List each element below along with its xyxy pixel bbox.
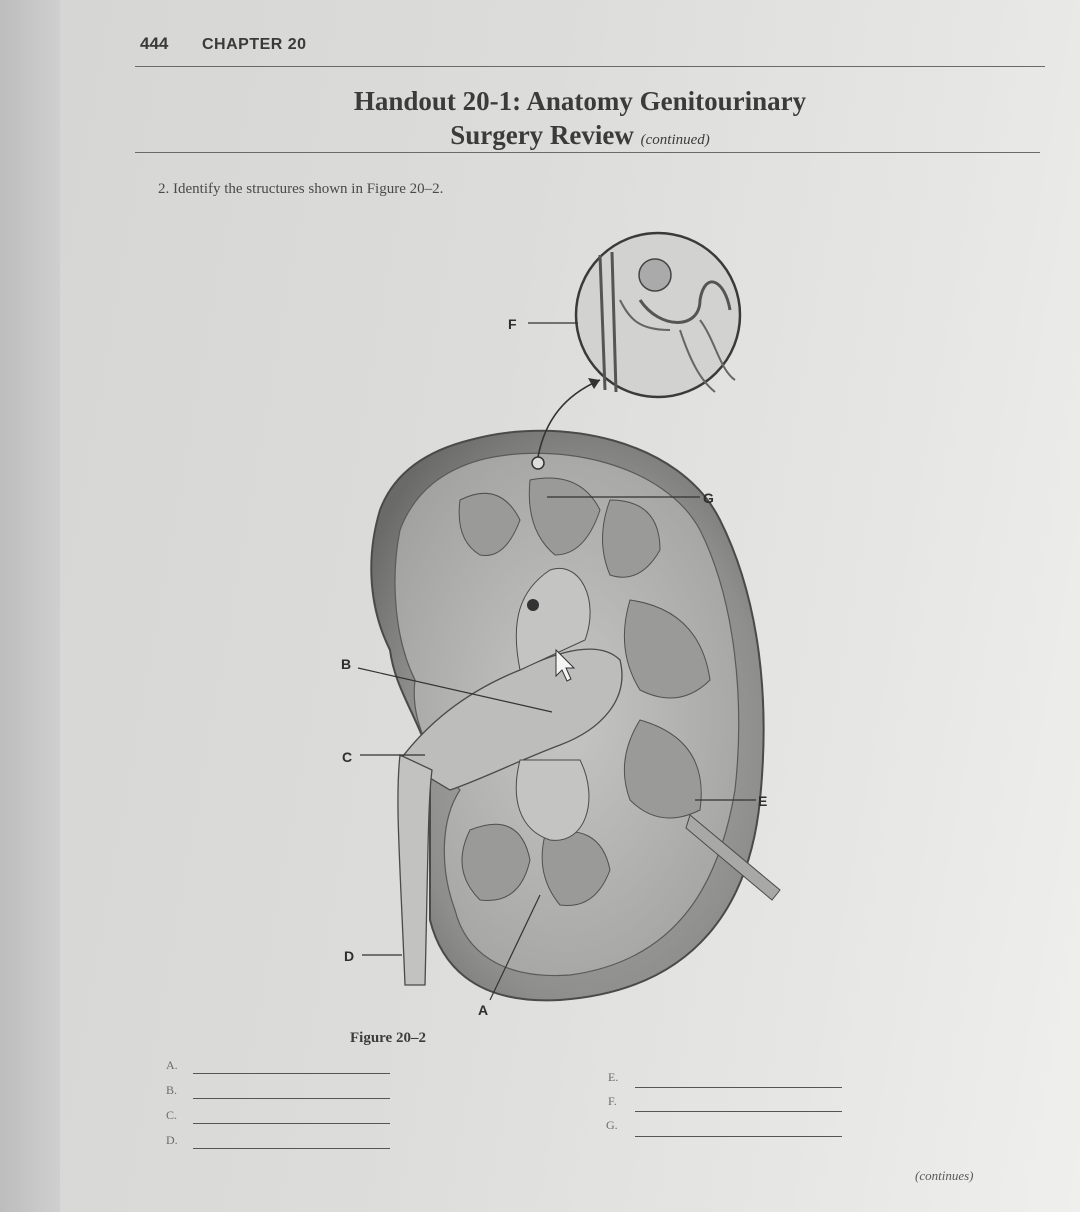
answer-blank-b[interactable] bbox=[193, 1098, 390, 1099]
label-c: C bbox=[342, 749, 353, 765]
answer-blank-c[interactable] bbox=[193, 1123, 390, 1124]
answer-label-d: D. bbox=[166, 1133, 178, 1147]
title-line-1: Handout 20-1: Anatomy Genitourinary bbox=[353, 86, 807, 116]
answer-blank-d[interactable] bbox=[193, 1148, 390, 1149]
label-e: E bbox=[758, 793, 768, 809]
question-text: 2. Identify the structures shown in Figure 20–2. bbox=[158, 181, 444, 197]
title-line-2: Surgery Review bbox=[450, 120, 634, 150]
label-d: D bbox=[344, 948, 355, 964]
answer-label-c: C. bbox=[166, 1108, 178, 1122]
answer-blank-e[interactable] bbox=[635, 1087, 842, 1088]
answer-blank-a[interactable] bbox=[193, 1073, 390, 1074]
answer-blank-g[interactable] bbox=[635, 1136, 842, 1137]
title-continued: (continued) bbox=[640, 132, 710, 148]
answer-label-a: A. bbox=[166, 1058, 178, 1072]
page-number: 444 bbox=[140, 34, 169, 53]
ureter bbox=[398, 755, 432, 985]
answer-label-g: G. bbox=[606, 1118, 618, 1132]
figure-caption: Figure 20–2 bbox=[350, 1030, 426, 1046]
chapter-label: CHAPTER 20 bbox=[202, 36, 307, 53]
answer-label-f: F. bbox=[608, 1094, 617, 1108]
continues-note: (continues) bbox=[915, 1168, 974, 1183]
label-b: B bbox=[341, 656, 352, 672]
answer-label-b: B. bbox=[166, 1083, 178, 1097]
label-f: F bbox=[508, 316, 517, 332]
label-a: A bbox=[478, 1002, 489, 1018]
answer-label-e: E. bbox=[608, 1070, 619, 1084]
renal-vessel-dot bbox=[527, 599, 539, 611]
label-g: G bbox=[703, 490, 714, 506]
glomerulus bbox=[639, 259, 671, 291]
inset-origin-marker bbox=[532, 457, 544, 469]
answer-blank-f[interactable] bbox=[635, 1111, 842, 1112]
